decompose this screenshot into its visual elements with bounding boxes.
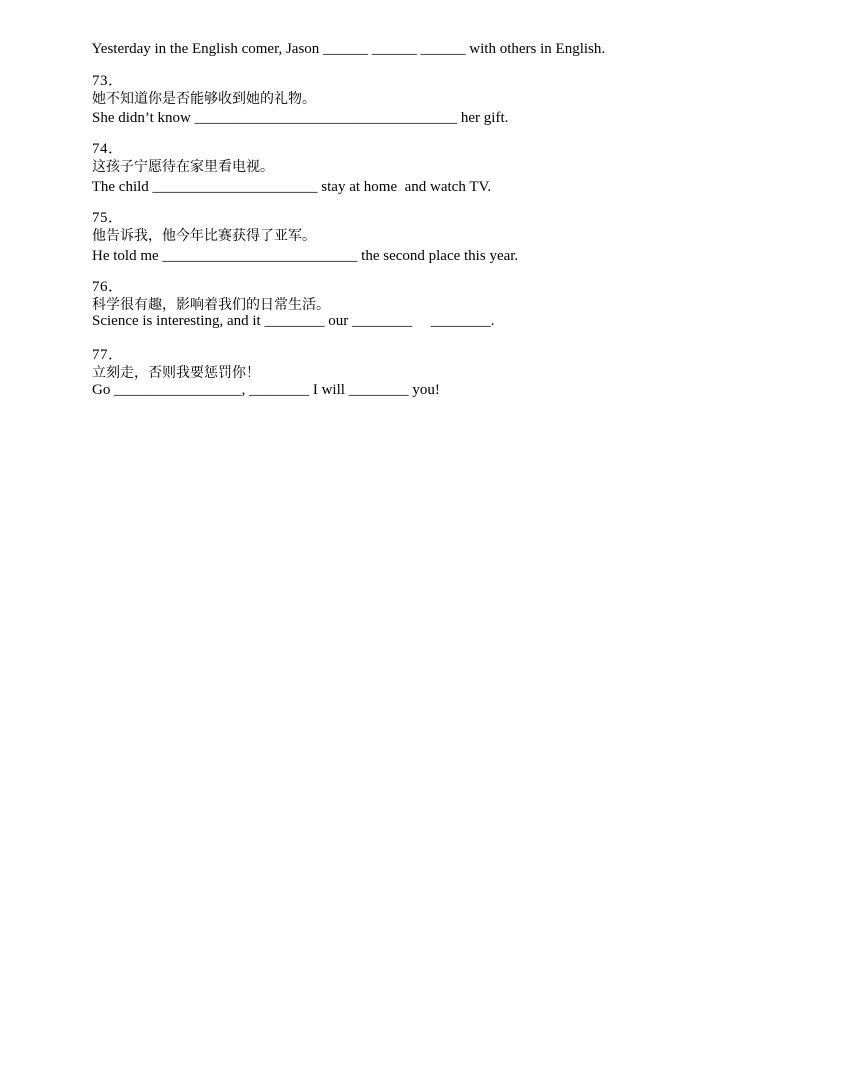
sentence-text: The child ______________________ stay at home and watch TV. [91, 179, 492, 195]
question-number: 73． [92, 73, 124, 89]
question-number: 77． [92, 347, 124, 363]
sentence-text: Go _________________, ________ I will ________ you! [92, 382, 440, 398]
exercise-sentence-77 [77, 363, 440, 417]
sentence-text: He told me __________________________ the second place this year. [92, 248, 519, 264]
question-number: 74． [92, 141, 124, 157]
chinese-prompt: 科学很有趣，影响着我们的日常生活。 [92, 297, 330, 313]
chinese-prompt: 立刻走，否则我要惩罚你！ [92, 365, 260, 381]
sentence-text: Science is interesting, and it ________ our ________ ________. [92, 313, 495, 329]
chinese-prompt: 这孩子宁愿待在家里看电视。 [92, 159, 274, 175]
question-number: 76． [92, 279, 124, 295]
chinese-prompt: 她不知道你是否能够收到她的礼物。 [92, 91, 316, 107]
question-number: 75． [92, 210, 124, 226]
sentence-text: She didn’t know ___________________________________ her gift. [92, 110, 509, 126]
chinese-prompt: 他告诉我，他今年比赛获得了亚军。 [92, 228, 316, 244]
sentence-text: Yesterday in the English comer, Jason ______ ______ ______ with others in English. [91, 41, 606, 57]
